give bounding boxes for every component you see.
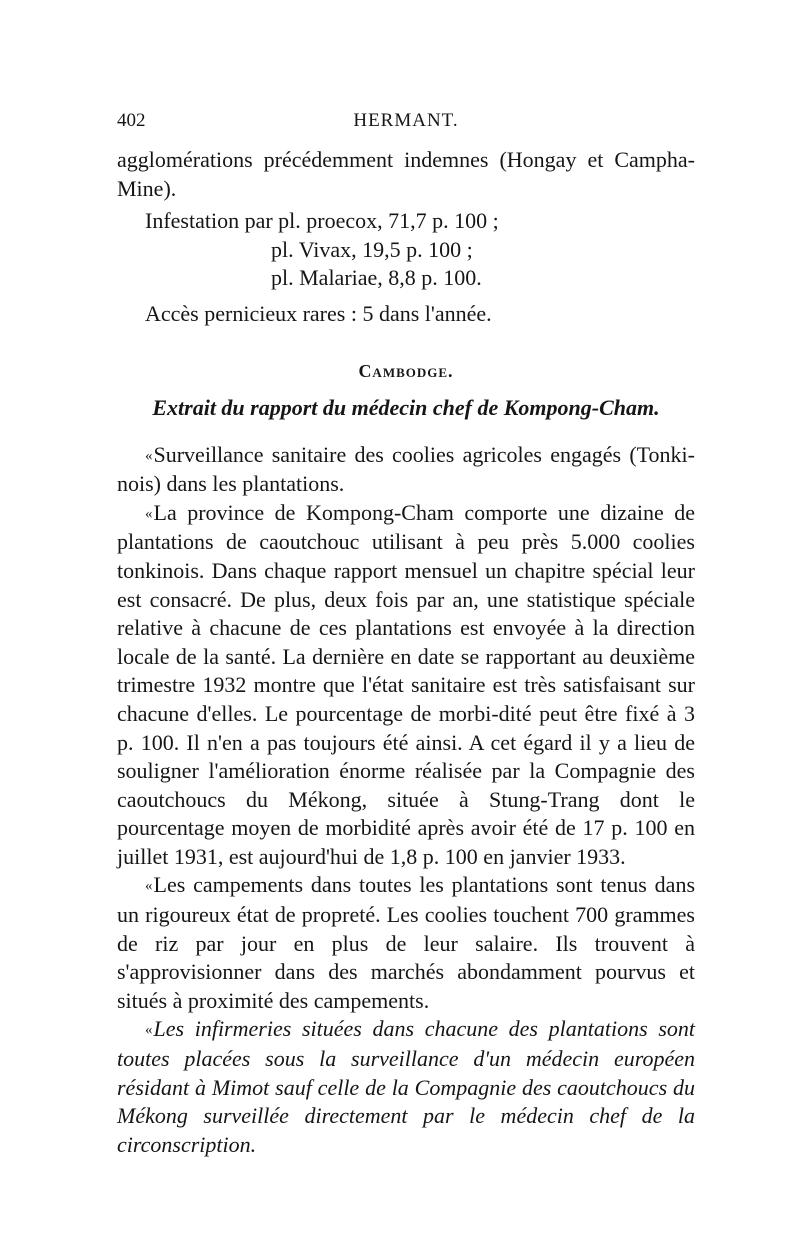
quote-paragraph — [117, 441, 695, 499]
quote-text: Surveillance sanitaire des coolies agricoles engagés (Tonki-nois) dans les plantations. — [117, 441, 695, 497]
pernicious-access-line: Accès pernicieux rares : 5 dans l'année. — [145, 300, 492, 326]
section-heading: Cambodge. — [358, 360, 454, 381]
body-text — [117, 146, 695, 1159]
infestation-line: Infestation par pl. proecox, 71,7 p. 100 ; — [145, 208, 499, 234]
quote-paragraph — [117, 1015, 695, 1159]
infestation-line: pl. Vivax, 19,5 p. 100 ; — [271, 236, 473, 262]
quote-text: Les campements dans toutes les plantations sont tenus dans un rigoureux état de propreté. Les coolies touchent 700 grammes de riz par jour en plus de leur salaire. Ils trouvent à s'approvisionner dans des marchés abondamment pourvus et situés à proximité des campements. — [117, 872, 695, 1013]
running-head — [117, 106, 695, 136]
paragraph-continuation: agglomérations précédemment indemnes (Hongay et Campha-Mine). — [117, 147, 695, 201]
quote-mark: « — [145, 447, 153, 464]
infestation-block — [117, 207, 695, 293]
quote-mark: « — [145, 878, 153, 895]
quote-text: La province de Kompong-Cham comporte une dizaine de plantations de caoutchouc utilisant à peu près 5.000 coolies tonkinois. Dans chaque rapport mensuel un chapitre spécial leur est consacré. De plus, deux fois par an, une statistique spéciale relative à chacune de ces plantations est envoyée à la direction locale de la santé. La dernière en date se rapportant au deuxième trimestre 1932 montre que l'état sanitaire est très satisfaisant sur chacune d'elles. Le pourcentage de morbi-dité peut être fixé à 3 p. 100. Il n'en a pas toujours été ainsi. A cet égard il y a lieu de souligner l'amélioration énorme réalisée par la Compagnie des caoutchoucs du Mékong, située à Stung-Trang dont le pourcentage moyen de morbidité après avoir été de 17 p. 100 en juillet 1931, est aujourd'hui de 1,8 p. 100 en janvier 1933. — [117, 499, 695, 869]
quote-paragraph — [117, 499, 695, 872]
section-subheading: Extrait du rapport du médecin chef de Kompong-Cham. — [152, 394, 660, 420]
quote-mark: « — [145, 1022, 153, 1039]
page-number: 402 — [117, 110, 146, 131]
infestation-line: pl. Malariae, 8,8 p. 100. — [271, 265, 482, 291]
running-title: HERMANT. — [353, 110, 459, 131]
quote-mark: « — [145, 505, 153, 522]
quote-text: Les infirmeries situées dans chacune des plantations sont toutes placées sous la surveillance d'un médecin européen résidant à Mimot sauf celle de la Compagnie des caoutchoucs du Mékong surveillée directement par le médecin chef de la circonscription. — [117, 1016, 695, 1157]
quote-paragraph — [117, 871, 695, 1015]
